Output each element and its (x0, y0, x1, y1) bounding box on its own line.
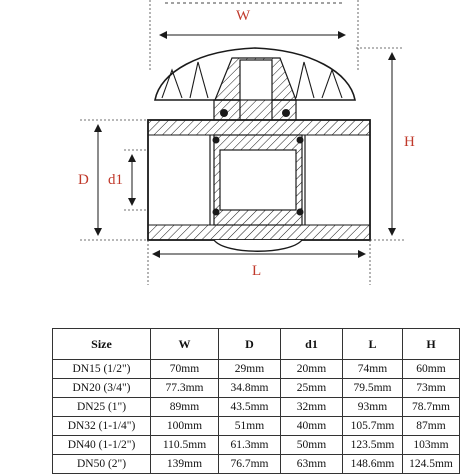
header-size: Size (53, 329, 151, 360)
spec-table (52, 328, 460, 474)
table-row (53, 379, 460, 398)
valve-handle (155, 48, 355, 122)
w-label: W (236, 8, 251, 24)
cell-w: 70mm (151, 360, 219, 379)
cell-l: 123.5mm (343, 436, 403, 455)
header-d1: d1 (281, 329, 343, 360)
cell-d: 43.5mm (219, 398, 281, 417)
cell-w: 89mm (151, 398, 219, 417)
table-row (53, 398, 460, 417)
cell-l: 74mm (343, 360, 403, 379)
d-label: D (78, 172, 89, 188)
header-d: D (219, 329, 281, 360)
cell-size: DN50 (2") (53, 455, 151, 474)
cell-w: 100mm (151, 417, 219, 436)
cell-h: 73mm (403, 379, 460, 398)
cell-l: 93mm (343, 398, 403, 417)
cell-l: 79.5mm (343, 379, 403, 398)
table-row (53, 436, 460, 455)
cell-size: DN20 (3/4") (53, 379, 151, 398)
cell-h: 87mm (403, 417, 460, 436)
cell-l: 148.6mm (343, 455, 403, 474)
cell-h: 78.7mm (403, 398, 460, 417)
cell-d1: 63mm (281, 455, 343, 474)
cell-d: 34.8mm (219, 379, 281, 398)
cell-d1: 25mm (281, 379, 343, 398)
valve-body (148, 120, 370, 251)
header-w: W (151, 329, 219, 360)
cell-size: DN32 (1-1/4") (53, 417, 151, 436)
cell-w: 77.3mm (151, 379, 219, 398)
cell-d1: 50mm (281, 436, 343, 455)
cell-size: DN40 (1-1/2") (53, 436, 151, 455)
l-label: L (252, 263, 262, 279)
cell-h: 60mm (403, 360, 460, 379)
cell-l: 105.7mm (343, 417, 403, 436)
cell-h: 103mm (403, 436, 460, 455)
table-row (53, 417, 460, 436)
header-l: L (343, 329, 403, 360)
table-row (53, 360, 460, 379)
d1-dimension (108, 150, 148, 210)
cell-w: 110.5mm (151, 436, 219, 455)
cell-d: 51mm (219, 417, 281, 436)
table-header-row (53, 329, 460, 360)
cell-size: DN15 (1/2") (53, 360, 151, 379)
cell-d1: 32mm (281, 398, 343, 417)
cell-d1: 40mm (281, 417, 343, 436)
cell-h: 124.5mm (403, 455, 460, 474)
header-h: H (403, 329, 460, 360)
cell-d1: 20mm (281, 360, 343, 379)
h-label: H (404, 134, 415, 150)
cell-d: 76.7mm (219, 455, 281, 474)
table-row (53, 455, 460, 474)
cell-d: 61.3mm (219, 436, 281, 455)
cell-d: 29mm (219, 360, 281, 379)
d1-label: d1 (108, 172, 123, 188)
cell-w: 139mm (151, 455, 219, 474)
cell-size: DN25 (1") (53, 398, 151, 417)
